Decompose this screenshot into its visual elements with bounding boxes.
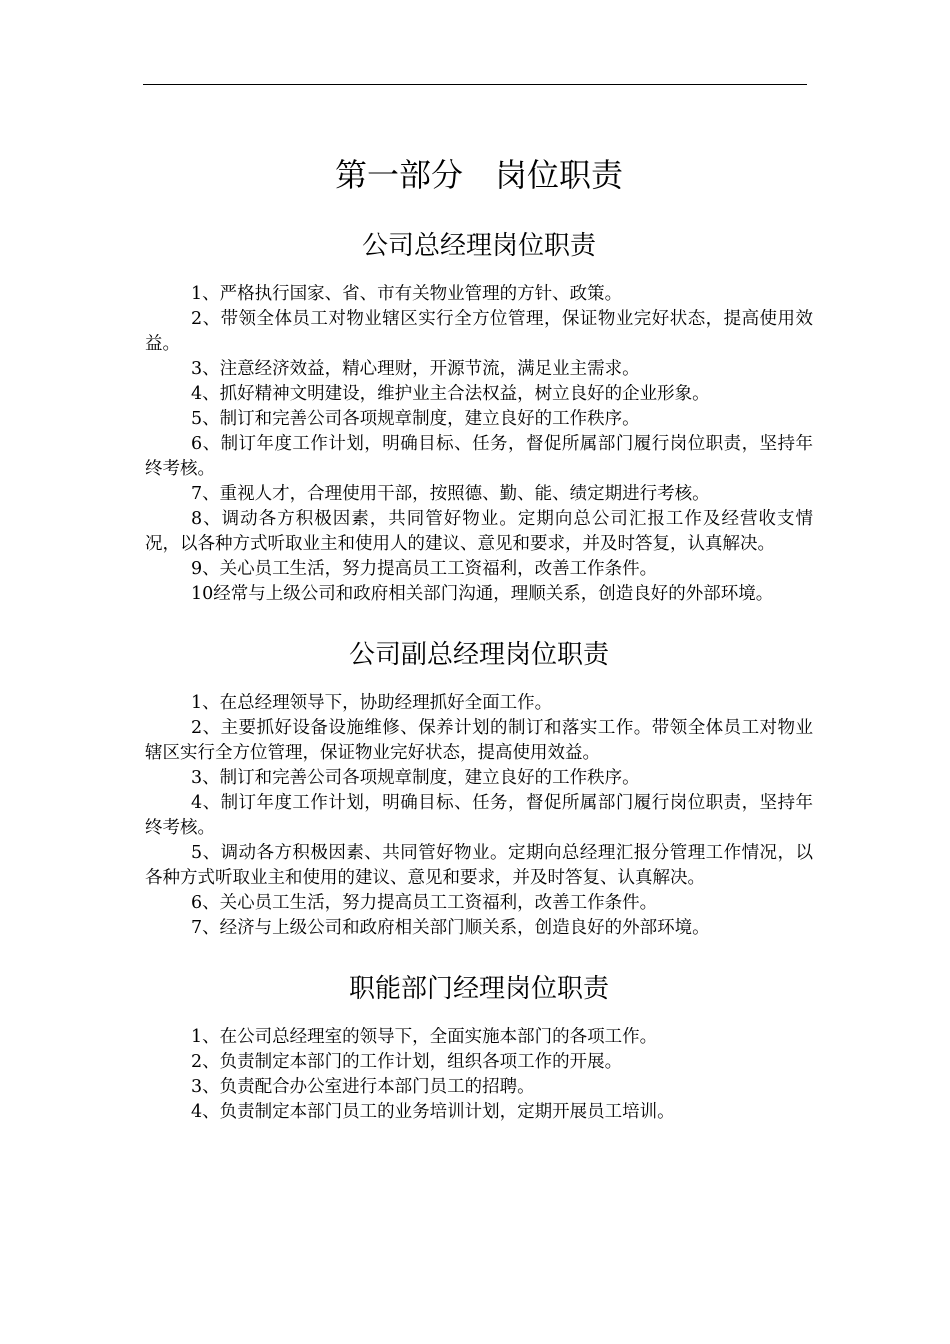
duty-item: 1、在公司总经理室的领导下，全面实施本部门的各项工作。: [191, 1027, 658, 1047]
section-department-manager: [145, 969, 813, 1125]
duty-item: 9、关心员工生活，努力提高员工工资福利，改善工作条件。: [191, 559, 658, 579]
duty-item: 2、负责制定本部门的工作计划，组织各项工作的开展。: [191, 1052, 623, 1072]
header-rule: [143, 84, 807, 85]
duty-item: 5、制订和完善公司各项规章制度，建立良好的工作秩序。: [191, 409, 640, 429]
duty-item: 3、制订和完善公司各项规章制度，建立良好的工作秩序。: [191, 768, 640, 788]
duty-item: 4、制订年度工作计划，明确目标、任务，督促所属部门履行岗位职责，坚持年终考核。: [145, 793, 813, 838]
duty-item: 5、调动各方积极因素、共同管好物业。定期向总经理汇报分管理工作情况，以各种方式听取业主和使用的建议、意见和要求，并及时答复、认真解决。: [145, 843, 813, 888]
duty-item: 3、注意经济效益，精心理财，开源节流，满足业主需求。: [191, 359, 640, 379]
section-deputy-general-manager: [145, 635, 813, 941]
part-title: 第一部分 岗位职责: [334, 156, 623, 194]
duty-item: 6、制订年度工作计划，明确目标、任务，督促所属部门履行岗位职责，坚持年终考核。: [145, 434, 813, 479]
section-general-manager: [145, 226, 813, 607]
duty-item: 1、严格执行国家、省、市有关物业管理的方针、政策。: [191, 284, 623, 304]
duty-item: 7、重视人才，合理使用干部，按照德、勤、能、绩定期进行考核。: [191, 484, 710, 504]
duty-item: 3、负责配合办公室进行本部门员工的招聘。: [191, 1077, 535, 1097]
duty-item: 1、在总经理领导下，协助经理抓好全面工作。: [191, 693, 553, 713]
section-title: 公司副总经理岗位职责: [348, 640, 609, 670]
duty-item: 6、关心员工生活，努力提高员工工资福利，改善工作条件。: [191, 893, 658, 913]
duty-item: 7、经济与上级公司和政府相关部门顺关系，创造良好的外部环境。: [191, 918, 710, 938]
duty-item: 4、负责制定本部门员工的业务培训计划，定期开展员工培训。: [191, 1102, 675, 1122]
duty-item: 2、主要抓好设备设施维修、保养计划的制订和落实工作。带领全体员工对物业辖区实行全方位管理，保证物业完好状态，提高使用效益。: [145, 718, 813, 763]
document-page: [145, 150, 813, 1125]
section-title: 公司总经理岗位职责: [361, 231, 596, 261]
duty-item: 8、调动各方积极因素，共同管好物业。定期向总公司汇报工作及经营收支情况，以各种方式听取业主和使用人的建议、意见和要求，并及时答复，认真解决。: [145, 509, 813, 554]
duty-item: 10经常与上级公司和政府相关部门沟通，理顺关系，创造良好的外部环境。: [191, 584, 774, 604]
duty-item: 2、带领全体员工对物业辖区实行全方位管理，保证物业完好状态，提高使用效益。: [145, 309, 813, 354]
section-title: 职能部门经理岗位职责: [348, 974, 609, 1004]
duty-item: 4、抓好精神文明建设，维护业主合法权益，树立良好的企业形象。: [191, 384, 710, 404]
